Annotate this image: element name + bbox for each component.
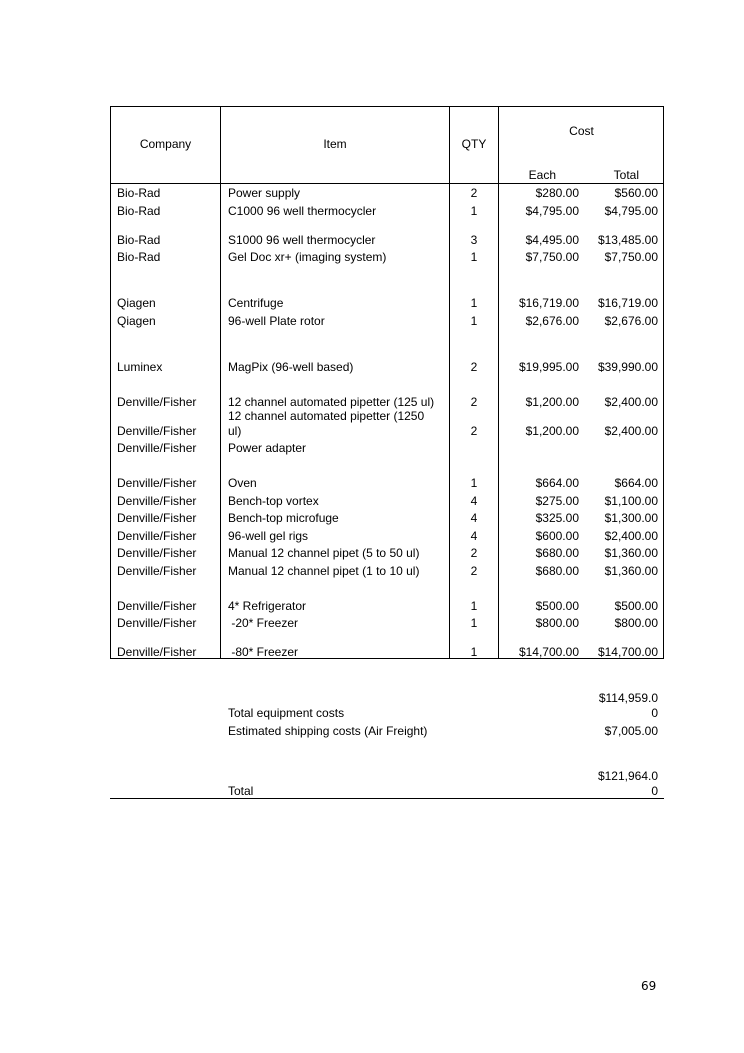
item-cell: Centrifuge [228,296,284,310]
each-cell: $1,200.00 [525,395,579,409]
header-item: Item [323,137,347,151]
company-cell: Bio-Rad [117,186,161,200]
company-cell: Denville/Fisher [117,494,197,508]
each-cell: $500.00 [535,599,579,613]
company-cell: Denville/Fisher [117,529,197,543]
qty-cell: 2 [470,424,478,438]
company-cell: Bio-Rad [117,250,161,264]
total-cell: $1,360.00 [604,546,658,560]
qty-cell: 2 [470,186,478,200]
item-cell: S1000 96 well thermocycler [228,233,376,247]
item-cell: 4* Refrigerator [228,599,307,613]
item-cell: Gel Doc xr+ (imaging system) [228,250,387,264]
grand-total-label: Total [228,784,254,798]
company-cell: Qiagen [117,296,156,310]
item-cell: MagPix (96-well based) [228,360,354,374]
each-cell: $680.00 [535,564,579,578]
qty-cell: 4 [470,529,478,543]
qty-cell: 1 [470,204,478,218]
each-cell: $7,750.00 [525,250,579,264]
qty-cell: 1 [470,296,478,310]
total-cell: $664.00 [614,476,658,490]
each-cell: $800.00 [535,616,579,630]
total-cell: $16,719.00 [597,296,658,310]
company-cell: Denville/Fisher [117,511,197,525]
item-cell: -80* Freezer [228,645,299,659]
qty-cell: 4 [470,494,478,508]
equipment-total-value-line2: 0 [651,706,658,720]
each-cell: $280.00 [535,186,579,200]
equipment-total-label: Total equipment costs [228,706,345,720]
grand-total-value-line1: $121,964.0 [597,769,658,783]
each-cell: $19,995.00 [518,360,579,374]
total-cell: $2,400.00 [604,424,658,438]
total-cell: $14,700.00 [597,645,658,659]
total-cell: $1,100.00 [604,494,658,508]
each-cell: $275.00 [535,494,579,508]
qty-cell: 2 [470,395,478,409]
total-cell: $2,676.00 [604,314,658,328]
qty-cell: 1 [470,645,478,659]
qty-cell: 1 [470,616,478,630]
total-cell: $500.00 [614,599,658,613]
company-cell: Denville/Fisher [117,599,197,613]
header-divider [110,183,664,184]
qty-cell: 1 [470,314,478,328]
qty-cell: 1 [470,476,478,490]
company-cell: Denville/Fisher [117,546,197,560]
each-cell: $2,676.00 [525,314,579,328]
item-cell: Manual 12 channel pipet (1 to 10 ul) [228,564,420,578]
each-cell: $16,719.00 [518,296,579,310]
total-cell: $1,300.00 [604,511,658,525]
qty-cell: 3 [470,233,478,247]
each-cell: $680.00 [535,546,579,560]
grand-total-value-line2: 0 [651,784,658,798]
company-cell: Denville/Fisher [117,564,197,578]
total-cell: $800.00 [614,616,658,630]
company-cell: Qiagen [117,314,156,328]
each-cell: $1,200.00 [525,424,579,438]
item-cell: Oven [228,476,257,490]
total-cell: $4,795.00 [604,204,658,218]
header-cost: Cost [569,124,594,138]
each-cell: $14,700.00 [518,645,579,659]
column-divider [220,106,221,659]
total-cell: $13,485.00 [597,233,658,247]
item-cell: 12 channel automated pipetter (125 ul) [228,395,435,409]
company-cell: Denville/Fisher [117,441,197,455]
item-cell: Power adapter [228,441,307,455]
company-cell: Luminex [117,360,163,374]
item-cell: -20* Freezer [228,616,299,630]
each-cell: $4,795.00 [525,204,579,218]
item-cell-line1: 12 channel automated pipetter (1250 [228,409,425,423]
item-cell: Bench-top vortex [228,494,319,508]
company-cell: Denville/Fisher [117,476,197,490]
item-cell: 96-well gel rigs [228,529,309,543]
header-each: Each [528,168,556,182]
qty-cell: 4 [470,511,478,525]
item-cell: Bench-top microfuge [228,511,339,525]
each-cell: $325.00 [535,511,579,525]
item-cell-line2: ul) [228,424,242,438]
item-cell: Manual 12 channel pipet (5 to 50 ul) [228,546,420,560]
qty-cell: 1 [470,250,478,264]
total-cell: $7,750.00 [604,250,658,264]
company-cell: Denville/Fisher [117,616,197,630]
header-total: Total [613,168,639,182]
company-cell: Bio-Rad [117,204,161,218]
qty-cell: 2 [470,564,478,578]
total-cell: $2,400.00 [604,529,658,543]
qty-cell: 2 [470,546,478,560]
page-number: 69 [641,979,657,993]
qty-cell: 1 [470,599,478,613]
total-cell: $2,400.00 [604,395,658,409]
company-cell: Denville/Fisher [117,395,197,409]
company-cell: Denville/Fisher [117,645,197,659]
company-cell: Denville/Fisher [117,424,197,438]
item-cell: Power supply [228,186,301,200]
total-cell: $560.00 [614,186,658,200]
shipping-value: $7,005.00 [604,724,658,738]
qty-cell: 2 [470,360,478,374]
total-underline [110,798,664,799]
header-company: Company [139,137,192,151]
item-cell: C1000 96 well thermocycler [228,204,377,218]
each-cell: $4,495.00 [525,233,579,247]
company-cell: Bio-Rad [117,233,161,247]
equipment-total-value-line1: $114,959.0 [598,691,658,705]
each-cell: $600.00 [535,529,579,543]
total-cell: $39,990.00 [597,360,658,374]
total-cell: $1,360.00 [604,564,658,578]
each-cell: $664.00 [535,476,579,490]
shipping-label: Estimated shipping costs (Air Freight) [228,724,428,738]
item-cell: 96-well Plate rotor [228,314,325,328]
header-qty: QTY [461,137,487,151]
